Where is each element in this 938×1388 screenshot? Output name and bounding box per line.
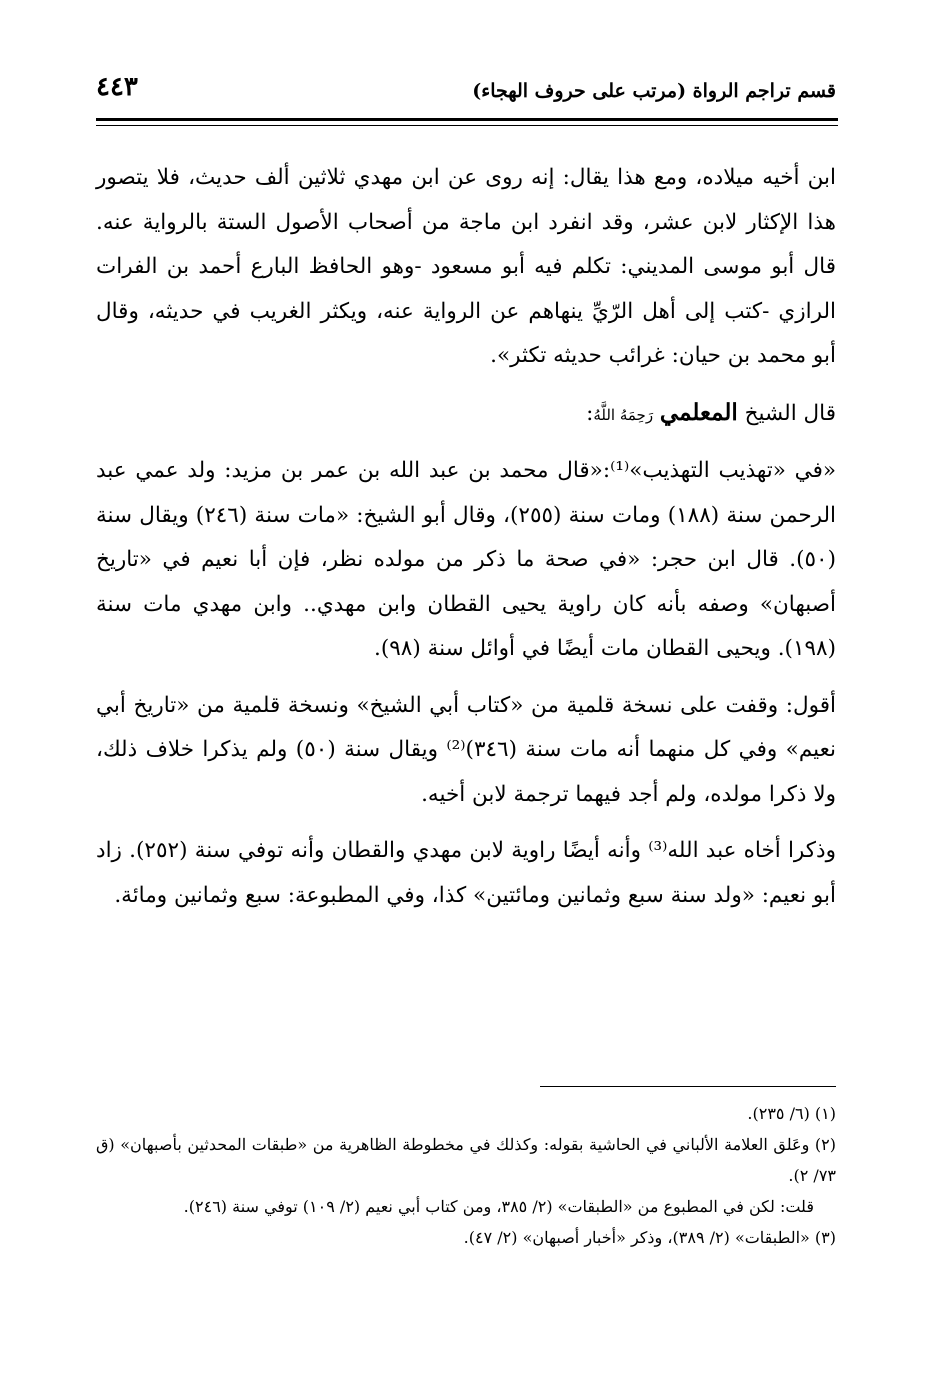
heading-honorific: رَحِمَهُ اللَّهُ — [593, 405, 654, 424]
header-rule-thick — [96, 118, 838, 121]
heading-colon: : — [586, 400, 594, 426]
footnote-2-note: قلت: لكن في المطبوع من «الطبقات» (٢/ ٣٨٥، ومن كتاب أبي نعيم (٢/ ١٠٩) توفي سنة (٢٤٦). — [183, 1197, 814, 1216]
footnote-3: (٣) «الطبقات» (٢/ ٣٨٩)، وذكر «أخبار أصبهان» (٢/ ٤٧). — [463, 1228, 836, 1247]
page-number: ٤٤٣ — [96, 72, 138, 102]
footnotes — [96, 1098, 836, 1253]
heading-prefix: قال الشيخ — [744, 400, 836, 426]
main-text — [96, 156, 836, 918]
paragraph-4: وذكرا أخاه عبد الله⁽³⁾ وأنه أيضًا راوية لابن مهدي والقطان وأنه توفي سنة (٢٥٢). زاد أبو نعيم: «ولد سنة سبع وثمانين ومائتين» كذا، وفي المطبوعة: سبع وثمانين ومائة. — [96, 838, 836, 908]
paragraph-3: أقول: وقفت على نسخة قلمية من «كتاب أبي الشيخ» ونسخة قلمية من «تاريخ أبي نعيم» وفي كل منهما أنه مات سنة (٣٤٦)⁽²⁾ ويقال سنة (٥٠) ولم يذكرا خلاف ذلك، ولا ذكرا مولده، ولم أجد فيهما ترجمة لابن أخيه. — [96, 692, 836, 807]
section-heading — [96, 391, 836, 438]
paragraph-2: «في «تهذيب التهذيب»⁽¹⁾:«قال محمد بن عبد الله بن عمر بن مزيد: ولد عمي عبد الرحمن سنة (١٨٨) ومات سنة (٢٥٥)، وقال أبو الشيخ: «مات سنة (٢٤٦) ويقال سنة (٥٠). قال ابن حجر: «في صحة ما ذكر من مولده نظر، فإن أبا نعيم في «تاريخ أصبهان» وصفه بأنه كان راوية يحيى القطان وابن مهدي.. وابن مهدي مات سنة (١٩٨). ويحيى القطان مات أيضًا في أوائل سنة (٩٨). — [96, 458, 837, 661]
paragraph-1: ابن أخيه ميلاده، ومع هذا يقال: إنه روى عن ابن مهدي ثلاثين ألف حديث، فلا يتصور هذا الإكثار لابن عشر، وقد انفرد ابن ماجة من أصحاب الأصول الستة بالرواية عنه. قال أبو موسى المديني: تكلم فيه أبو مسعود -وهو الحافظ البارع أحمد بن الفرات الرازي -كتب إلى أهل الرّيِّ ينهاهم عن الرواية عنه، ويكثر الغريب في حديثه، وقال أبو محمد بن حيان: غرائب حديثه تكثر». — [96, 165, 836, 368]
footnote-1: (١) (٦/ ٢٣٥). — [747, 1104, 836, 1123]
header-rule-thin — [96, 125, 838, 126]
footnote-separator — [540, 1086, 836, 1087]
footnote-2: (٢) وعَلق العلامة الألباني في الحاشية بقوله: وكذلك في مخطوطة الظاهرية من «طبقات المحدثين بأصبهان» (ق ٧٣/ ٢). — [96, 1135, 836, 1185]
running-head: قسم تراجم الرواة (مرتب على حروف الهجاء) — [472, 80, 836, 102]
heading-name: المعلمي — [659, 398, 738, 426]
page-header — [96, 66, 836, 114]
